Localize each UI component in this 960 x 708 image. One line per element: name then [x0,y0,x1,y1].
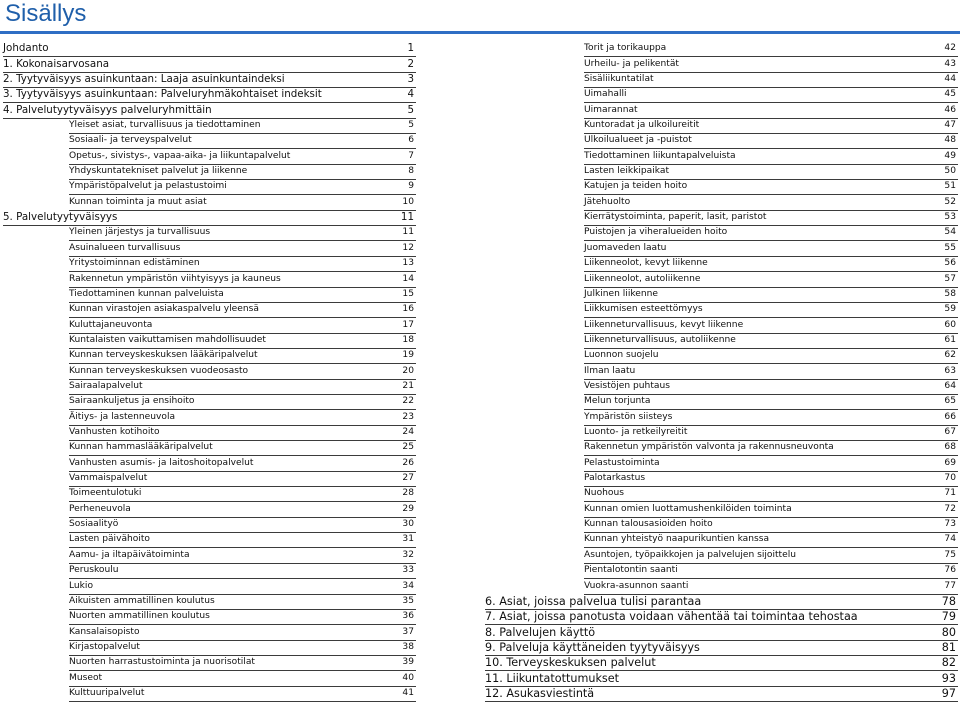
toc-entry-label: 9. Palveluja käyttäneiden tyytyväisyys [485,640,700,654]
toc-entry-label: Sosiaalityö [69,519,119,530]
toc-entry-page-number: 68 [944,442,956,453]
toc-entry-page-number: 62 [944,350,956,361]
toc-entry-page-number: 41 [402,687,414,698]
toc-entry-label: Perheneuvola [69,503,131,514]
toc-entry[interactable] [584,165,958,180]
toc-entry-label: Kulttuuripalvelut [69,687,145,698]
toc-entry[interactable] [584,334,958,349]
toc-entry-page-number: 49 [944,150,956,161]
toc-entry-label: 5. Palvelutyytyväisyys [3,211,118,224]
toc-entry-page-number: 4 [407,88,414,101]
toc-entry[interactable] [584,196,958,211]
toc-entry-label: Ympäristön siisteys [584,411,673,422]
toc-entry-label: Luonto- ja retkeilyreitit [584,427,688,438]
toc-entry-page-number: 14 [402,273,414,284]
toc-entry-page-number: 15 [402,288,414,299]
toc-entry-label: Kunnan hammaslääkäripalvelut [69,442,213,453]
toc-entry-page-number: 16 [402,304,414,315]
toc-entry-label: Vesistöjen puhtaus [584,380,670,391]
toc-entry-page-number: 53 [944,212,956,223]
toc-entry-label: 11. Liikuntatottumukset [485,671,620,685]
toc-entry-page-number: 39 [402,657,414,668]
toc-entry[interactable] [485,687,958,702]
toc-entry-label: Urheilu- ja pelikentät [584,58,679,69]
toc-entry-label: Asuntojen, työpaikkojen ja palvelujen sijoittelu [584,549,797,560]
toc-entry-page-number: 37 [402,626,414,637]
toc-entry-page-number: 11 [402,227,414,238]
toc-entry-page-number: 76 [944,565,956,576]
toc-entry-label: Yleinen järjestys ja turvallisuus [69,227,211,238]
toc-entry[interactable] [584,303,958,318]
toc-entry[interactable] [584,364,958,379]
toc-entry-page-number: 5 [407,103,414,116]
toc-entry[interactable] [485,671,958,686]
toc-entry-label: Ulkoilualueet ja -puistot [584,135,692,146]
toc-entry-page-number: 1 [407,42,414,55]
toc-entry[interactable] [584,441,958,456]
toc-entry-label: Luonnon suojelu [584,350,659,361]
toc-entry-label: Nuorten ammatillinen koulutus [69,611,210,622]
toc-entry-label: Liikkumisen esteettömyys [584,304,703,315]
toc-entry[interactable] [584,119,958,134]
toc-entry-label: Rakennetun ympäristön valvonta ja rakennusneuvonta [584,442,834,453]
toc-entry[interactable] [584,134,958,149]
toc-entry-page-number: 60 [944,319,956,330]
toc-entry-label: 3. Tyytyväisyys asuinkuntaan: Palveluryhmäkohtaiset indeksit [3,88,322,101]
toc-entry-page-number: 19 [402,350,414,361]
toc-entry-label: Vuokra-asunnon saanti [584,580,689,591]
toc-entry-page-number: 59 [944,304,956,315]
toc-entry-label: Kunnan terveyskeskuksen vuodeosasto [69,365,249,376]
toc-entry-label: Vammaispalvelut [69,473,148,484]
toc-entry-label: 6. Asiat, joissa palvelua tulisi parantaa [485,594,702,608]
toc-entry-page-number: 74 [944,534,956,545]
toc-entry-label: Kunnan omien luottamushenkilöiden toiminta [584,503,792,514]
toc-entry-label: Yleiset asiat, turvallisuus ja tiedottaminen [69,120,261,131]
toc-entry[interactable] [584,257,958,272]
toc-entry[interactable] [584,180,958,195]
toc-entry-label: Puistojen ja viheralueiden hoito [584,227,728,238]
toc-entry-page-number: 21 [402,380,414,391]
toc-entry-page-number: 22 [402,396,414,407]
toc-entry-page-number: 23 [402,411,414,422]
toc-entry-page-number: 18 [402,334,414,345]
toc-entry-label: 7. Asiat, joissa panotusta voidaan vähentää tai toimintaa tehostaa [485,610,858,624]
toc-entry[interactable] [584,549,958,564]
toc-entry-page-number: 64 [944,380,956,391]
toc-entry-page-number: 47 [944,120,956,131]
toc-entry-page-number: 97 [941,686,956,700]
toc-entry-label: Yhdyskuntatekniset palvelut ja liikenne [69,166,248,177]
toc-entry-label: Lasten leikkipaikat [584,166,670,177]
toc-entry-page-number: 2 [407,57,414,70]
toc-entry-page-number: 44 [944,73,956,84]
toc-entry-label: Peruskoulu [69,565,119,576]
toc-entry[interactable] [584,503,958,518]
toc-entry-label: 4. Palvelutyytyväisyys palveluryhmittäin [3,103,212,116]
toc-entry-page-number: 20 [402,365,414,376]
toc-entry-page-number: 58 [944,288,956,299]
toc-entry[interactable] [485,610,958,625]
toc-entry-label: Kunnan talousasioiden hoito [584,519,713,530]
toc-entry[interactable] [584,518,958,533]
toc-entry-page-number: 26 [402,457,414,468]
toc-entry-page-number: 24 [402,427,414,438]
toc-entry-label: Opetus-, sivistys-, vapaa-aika- ja liikuntapalvelut [69,150,291,161]
toc-entry-label: Lukio [69,580,94,591]
toc-entry-page-number: 46 [944,104,956,115]
toc-entry-page-number: 69 [944,457,956,468]
toc-entry-page-number: 34 [402,580,414,591]
toc-entry-label: Juomaveden laatu [584,242,667,253]
toc-entry-label: Sisäliikuntatilat [584,73,654,84]
toc-entry-page-number: 3 [407,72,414,85]
toc-entry[interactable] [584,533,958,548]
toc-entry-page-number: 45 [944,89,956,100]
toc-entry[interactable] [584,487,958,502]
toc-entry-page-number: 57 [944,273,956,284]
toc-entry-label: Sairaankuljetus ja ensihoito [69,396,195,407]
toc-entry[interactable] [584,149,958,164]
toc-entry[interactable] [584,88,958,103]
toc-entry[interactable] [584,211,958,226]
toc-entry-label: Pelastustoiminta [584,457,660,468]
toc-entry-label: Kirjastopalvelut [69,641,140,652]
toc-entry[interactable] [584,456,958,471]
toc-entry-page-number: 17 [402,319,414,330]
toc-entry-page-number: 6 [408,135,414,146]
toc-entry-label: Melun torjunta [584,396,651,407]
toc-entry-page-number: 31 [402,534,414,545]
toc-entry-label: Uimarannat [584,104,638,115]
toc-entry-page-number: 11 [400,211,414,224]
toc-entry-label: Aamu- ja iltapäivätoiminta [69,549,190,560]
toc-entry-page-number: 48 [944,135,956,146]
toc-entry-label: Julkinen liikenne [584,288,659,299]
toc-entry-page-number: 8 [408,166,414,177]
toc-entry-label: Äitiys- ja lastenneuvola [69,411,176,422]
toc-entry-page-number: 61 [944,334,956,345]
toc-entry-page-number: 78 [941,594,956,608]
toc-entry-label: Liikenneolot, kevyt liikenne [584,258,708,269]
toc-entry[interactable] [584,73,958,88]
toc-entry-label: Lasten päivähoito [69,534,151,545]
toc-entry-label: Jätehuolto [584,196,631,207]
toc-entry-label: 8. Palvelujen käyttö [485,625,596,639]
toc-entry-page-number: 38 [402,641,414,652]
toc-entry-page-number: 51 [944,181,956,192]
toc-entry[interactable] [584,380,958,395]
toc-entry-page-number: 7 [408,150,414,161]
toc-entry[interactable] [584,426,958,441]
toc-entry[interactable] [584,272,958,287]
toc-entry[interactable] [584,103,958,118]
toc-entry-label: Tiedottaminen liikuntapalveluista [584,150,736,161]
toc-entry-page-number: 81 [941,640,956,654]
toc-entry-label: Kuluttajaneuvonta [69,319,153,330]
toc-entry-page-number: 29 [402,503,414,514]
toc-entry-label: 1. Kokonaisarvosana [3,57,110,70]
toc-entry-label: Yritystoiminnan edistäminen [69,258,200,269]
toc-entry-page-number: 67 [944,427,956,438]
toc-entry[interactable] [584,349,958,364]
toc-entry[interactable] [584,395,958,410]
toc-entry-label: Pientalotontin saanti [584,565,678,576]
toc-entry-label: Vanhusten asumis- ja laitoshoitopalvelut [69,457,254,468]
toc-entry-label: Toimeentulotuki [69,488,142,499]
toc-entry[interactable] [584,57,958,72]
toc-entry[interactable] [485,595,958,610]
toc-entry-label: Liikenneolot, autoliikenne [584,273,701,284]
toc-entry-label: Kunnan yhteistyö naapurikuntien kanssa [584,534,770,545]
toc-entry-label: Rakennetun ympäristön viihtyisyys ja kauneus [69,273,281,284]
toc-entry-page-number: 5 [408,120,414,131]
toc-entry-page-number: 75 [944,549,956,560]
toc-entry-label: 12. Asukasviestintä [485,686,595,700]
toc-entry[interactable] [584,288,958,303]
toc-entry-label: Aikuisten ammatillinen koulutus [69,595,215,606]
toc-entry-label: Asuinalueen turvallisuus [69,242,181,253]
toc-entry[interactable] [584,410,958,425]
toc-entry-label: 2. Tyytyväisyys asuinkuntaan: Laaja asuinkuntaindeksi [3,72,285,85]
toc-entry-label: Kunnan virastojen asiakaspalvelu yleensä [69,304,259,315]
toc-entry-label: Kierrätystoiminta, paperit, lasit, paristot [584,212,767,223]
toc-entry[interactable] [485,656,958,671]
toc-entry[interactable] [584,472,958,487]
toc-entry-page-number: 36 [402,611,414,622]
toc-entry-page-number: 55 [944,242,956,253]
toc-entry-label: Kuntalaisten vaikuttamisen mahdollisuudet [69,334,266,345]
toc-entry-label: Museot [69,672,103,683]
toc-entry-page-number: 43 [944,58,956,69]
toc-entry-page-number: 72 [944,503,956,514]
toc-entry-page-number: 50 [944,166,956,177]
toc-entry[interactable] [485,625,958,640]
toc-entry-label: Palotarkastus [584,473,646,484]
toc-entry[interactable] [584,242,958,257]
toc-entry-label: Uimahalli [584,89,627,100]
toc-entry-page-number: 40 [402,672,414,683]
toc-entry-label: Kansalaisopisto [69,626,140,637]
toc-entry-page-number: 65 [944,396,956,407]
toc-entry-label: Katujen ja teiden hoito [584,181,688,192]
toc-entry-page-number: 70 [944,473,956,484]
toc-entry-label: Kuntoradat ja ulkoilureitit [584,120,700,131]
toc-entry-label: Sairaalapalvelut [69,380,143,391]
toc-entry-label: Nuohous [584,488,624,499]
toc-entry-page-number: 63 [944,365,956,376]
toc-entry-label: Tiedottaminen kunnan palveluista [69,288,224,299]
toc-entry-label: Kunnan terveyskeskuksen lääkäripalvelut [69,350,258,361]
toc-entry-page-number: 77 [944,580,956,591]
toc-entry-page-number: 79 [941,610,956,624]
toc-entry-page-number: 52 [944,196,956,207]
toc-entry-page-number: 66 [944,411,956,422]
toc-entry[interactable] [584,42,958,57]
toc-entry[interactable] [584,226,958,241]
toc-entry-page-number: 9 [408,181,414,192]
toc-entry-page-number: 71 [944,488,956,499]
toc-entry-label: Vanhusten kotihoito [69,427,160,438]
toc-entry[interactable] [584,579,958,594]
toc-entry-label: Kunnan toiminta ja muut asiat [69,196,207,207]
toc-entry-page-number: 10 [402,196,414,207]
toc-entry-label: Liikenneturvallisuus, autoliikenne [584,334,736,345]
toc-entry-label: Liikenneturvallisuus, kevyt liikenne [584,319,744,330]
toc-entry-page-number: 80 [941,625,956,639]
toc-entry-page-number: 32 [402,549,414,560]
toc-entry-page-number: 30 [402,519,414,530]
toc-entry-label: 10. Terveyskeskuksen palvelut [485,656,656,670]
toc-entry-label: Ympäristöpalvelut ja pelastustoimi [69,181,227,192]
toc-entry-label: Torit ja torikauppa [584,43,667,54]
toc-entry-page-number: 28 [402,488,414,499]
toc-entry-label: Nuorten harrastustoiminta ja nuorisotilat [69,657,255,668]
toc-entry-page-number: 33 [402,565,414,576]
toc-entry-page-number: 12 [402,242,414,253]
toc-entry-label: Sosiaali- ja terveyspalvelut [69,135,192,146]
toc-entry-page-number: 54 [944,227,956,238]
toc-entry-page-number: 42 [944,43,956,54]
toc-entry-page-number: 13 [402,258,414,269]
toc-entry-page-number: 35 [402,595,414,606]
toc-entry-page-number: 27 [402,473,414,484]
toc-entry-label: Johdanto [3,42,49,55]
toc-entry-page-number: 56 [944,258,956,269]
toc-entry-page-number: 73 [944,519,956,530]
toc-entry-page-number: 82 [941,656,956,670]
toc-entry-page-number: 93 [941,671,956,685]
toc-entry[interactable] [485,641,958,656]
toc-entry[interactable] [584,564,958,579]
page-title: Sisällys [5,0,87,27]
toc-entry[interactable] [584,318,958,333]
toc-entry-label: Ilman laatu [584,365,636,376]
toc-entry-page-number: 25 [402,442,414,453]
